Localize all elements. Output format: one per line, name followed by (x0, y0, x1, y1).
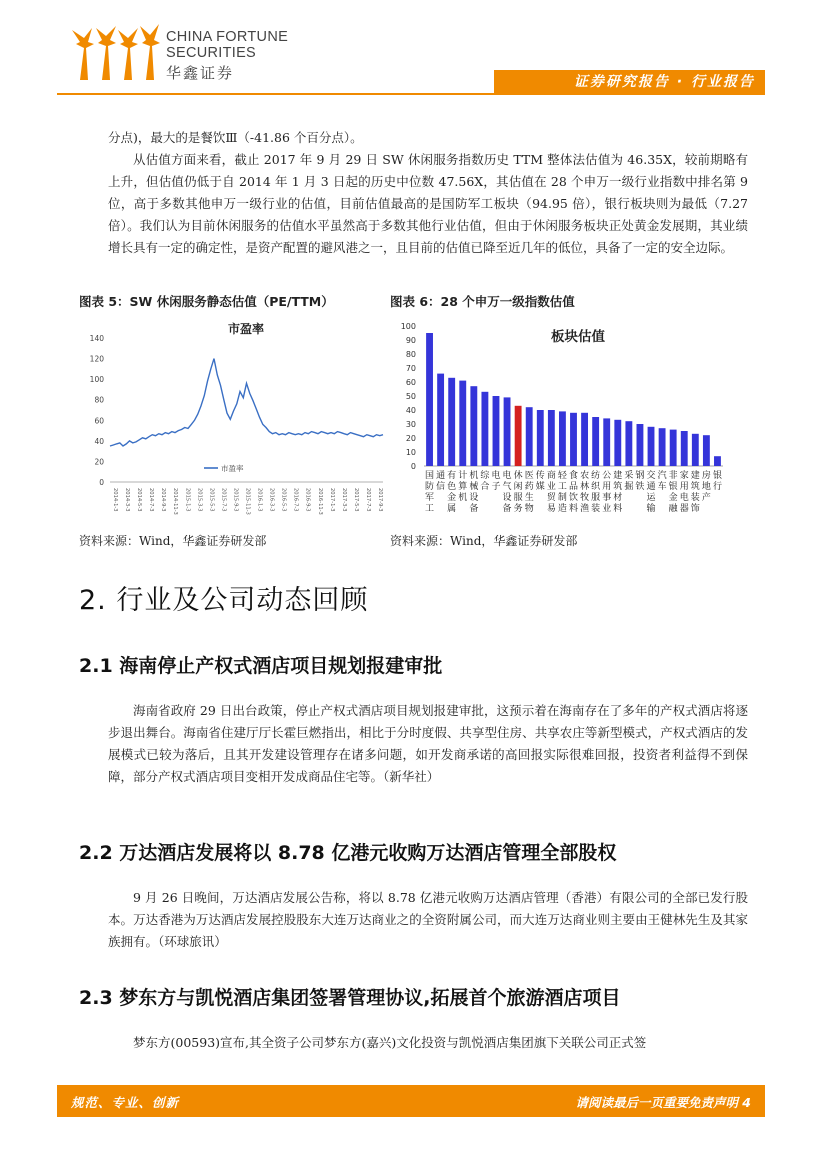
category-label-char: 农 (580, 471, 590, 481)
y-tick-label: 100 (400, 322, 416, 331)
y-tick-label: 90 (405, 336, 416, 345)
category-label-char: 筑 (690, 482, 700, 492)
category-label-char: 械 (469, 482, 479, 492)
category-label-char: 钢 (635, 471, 645, 481)
x-tick-label: 2014-11-3 (172, 488, 179, 515)
brand-name-cn: 华鑫证券 (166, 64, 235, 82)
bar (504, 397, 511, 466)
category-label-char: 药 (524, 482, 534, 492)
x-tick-label: 2016-7-3 (292, 488, 299, 512)
bar (426, 333, 433, 466)
bar (703, 435, 710, 466)
section-2-1-text: 海南省政府 29 日出台政策，停止产权式酒店项目规划报建审批，这预示着在海南存在了多年的产权式酒店将逐步退出舞台。海南省住建厅厅长霍巨燃指出，相比于分时度假、共享型住房、共享农庄等新型模式，产权式酒店的发展模式已较为落后，且其开发建设管理存在诸多问题，如开发商承诺的高回报实际很难回报，投资者利益得不到保障，部分产权式酒店项目变相开发成商品住宅等。（新华社） (108, 703, 748, 784)
section-2-heading: 2. 行业及公司动态回顾 (79, 585, 369, 616)
footer-disclaimer: 请阅读最后一页重要免责声明 4 (575, 1095, 751, 1110)
category-label-char: 料 (613, 504, 623, 514)
category-label-char: 气 (502, 482, 512, 492)
pe-line-chart (78, 316, 388, 526)
category-label-char: 非 (668, 471, 678, 481)
bar (603, 418, 610, 466)
x-tick-label: 2017-1-3 (328, 488, 335, 512)
category-label-char: 纺 (591, 471, 601, 481)
category-label-char: 服 (591, 493, 601, 503)
legend-label: 市盈率 (221, 464, 244, 473)
chart-title: 板块估值 (551, 329, 605, 345)
figure5-source: 资料来源：Wind，华鑫证券研发部 (79, 534, 267, 548)
category-label-char: 装 (591, 504, 601, 514)
category-label-char: 产 (701, 493, 711, 503)
category-label-char: 料 (568, 504, 579, 514)
x-tick-label: 2016-3-3 (268, 488, 275, 512)
category-label-char: 色 (447, 482, 457, 492)
category-label-char: 轻 (557, 471, 567, 481)
bar (659, 428, 666, 466)
x-tick-label: 2015-1-3 (184, 488, 191, 512)
category-label-char: 饮 (568, 493, 579, 503)
paragraph-tail: 分点)，最大的是餐饮Ⅲ（-41.86 个百分点）。 (108, 130, 363, 145)
category-label-char: 电 (679, 493, 689, 503)
category-label-char: 材 (613, 493, 623, 503)
bar (570, 413, 577, 466)
category-label-char: 汽 (657, 471, 667, 481)
bar (637, 424, 644, 466)
bar (537, 410, 544, 466)
section-2-2-body (108, 887, 748, 953)
category-label-char: 织 (591, 482, 601, 492)
y-tick-label: 60 (94, 416, 104, 426)
category-label-char: 输 (646, 504, 656, 514)
bar (515, 406, 522, 466)
category-label-char: 交 (646, 471, 656, 481)
category-label-char: 休 (513, 471, 523, 481)
x-tick-label: 2014-1-3 (112, 488, 118, 512)
footer-bar (57, 1085, 765, 1117)
category-label-char: 商 (546, 471, 556, 481)
y-tick-label: 60 (405, 378, 416, 387)
category-label-char: 合 (480, 482, 490, 492)
category-label-char: 务 (513, 504, 523, 514)
category-label-char: 车 (657, 482, 667, 492)
y-tick-label: 20 (405, 434, 416, 443)
x-tick-label: 2016-1-3 (256, 488, 263, 512)
category-label-char: 综 (480, 471, 490, 481)
category-label-char: 建 (690, 471, 700, 481)
sector-valuation-bar-chart (390, 318, 735, 524)
category-label-char: 算 (458, 482, 468, 492)
bar (437, 374, 444, 466)
y-tick-label: 40 (405, 406, 416, 415)
y-tick-label: 20 (94, 457, 104, 467)
x-tick-label: 2017-3-3 (340, 488, 347, 512)
x-tick-label: 2014-9-3 (160, 488, 167, 512)
bar (692, 434, 699, 466)
category-label-char: 渔 (580, 504, 590, 514)
y-tick-label: 10 (405, 448, 416, 457)
y-tick-label: 120 (89, 354, 104, 364)
header-divider (57, 93, 765, 95)
category-label-char: 计 (458, 471, 468, 481)
chart-title: 市盈率 (227, 322, 265, 336)
x-tick-label: 2015-11-3 (244, 488, 251, 515)
x-tick-label: 2014-3-3 (124, 488, 131, 512)
figure6-source: 资料来源：Wind，华鑫证券研发部 (390, 534, 578, 548)
bar (670, 430, 677, 466)
category-label-char: 业 (546, 482, 556, 492)
category-label-char: 设 (469, 493, 479, 503)
category-label-char: 制 (557, 493, 567, 503)
category-label-char: 装 (690, 493, 700, 503)
category-label-char: 家 (679, 471, 689, 481)
bar (493, 396, 500, 466)
x-tick-label: 2016-5-3 (280, 488, 287, 512)
bar (681, 431, 688, 466)
x-tick-label: 2015-9-3 (232, 488, 239, 512)
category-label-char: 林 (580, 482, 590, 492)
category-label-char: 易 (546, 504, 556, 514)
x-tick-label: 2016-9-3 (304, 488, 311, 512)
section-2-1-heading: 2.1 海南停止产权式酒店项目规划报建审批 (79, 655, 443, 677)
valuation-paragraph: 从估值方面来看，截止 2017 年 9 月 29 日 SW 休闲服务指数历史 TTM 整体法估值为 46.35X，较前期略有上升，但估值仍低于自 2014 年 1 月 3 日起的历史中位数 47.56X，其估值在 28 个申万一级行业指数中排名第 9 位，高于多数其他申万一级行业的估值，目前估值最高的是国防军工板块（94.95 倍），银行板块则为最低（7.27 倍）。我们认为目前休闲服务的估值水平虽然高于多数其他行业估值，但由于休闲服务板块正处黄金发展期，其业绩增长具有一定的确定性，是资产配置的避风港之一，且目前的估值已降至近几年的低位，具备了一定的安全边际。 (108, 152, 748, 255)
category-label-char: 饰 (690, 504, 700, 514)
category-label-char: 机 (469, 471, 479, 481)
category-label-char: 国 (425, 471, 435, 481)
figure5-title: 图表 5：SW 休闲服务静态估值（PE/TTM） (79, 294, 334, 309)
category-label-char: 媒 (535, 482, 545, 492)
category-label-char: 用 (679, 482, 689, 492)
report-type-banner: 证券研究报告 · 行业报告 (494, 70, 765, 94)
y-tick-label: 50 (405, 392, 416, 401)
category-label-char: 通 (436, 471, 446, 481)
category-label-char: 金 (668, 493, 678, 503)
category-label-char: 有 (447, 471, 457, 481)
category-label-char: 工 (425, 504, 435, 514)
bar (548, 410, 555, 466)
category-label-char: 机 (458, 493, 468, 503)
bar (559, 411, 566, 466)
y-tick-label: 0 (99, 478, 104, 487)
category-label-char: 牧 (580, 493, 590, 503)
category-label-char: 子 (491, 482, 501, 492)
category-label-char: 掘 (624, 482, 634, 492)
category-label-char: 地 (701, 482, 711, 492)
category-label-char: 设 (502, 493, 512, 503)
category-label-char: 电 (491, 471, 501, 481)
y-tick-label: 0 (410, 462, 416, 471)
category-label-char: 运 (646, 493, 656, 503)
x-tick-label: 2015-3-3 (196, 488, 203, 512)
category-label-char: 军 (425, 493, 435, 503)
category-label-char: 铁 (635, 482, 645, 492)
bar (459, 381, 466, 466)
bar (448, 378, 455, 466)
category-label-char: 筑 (613, 482, 623, 492)
bar (625, 421, 632, 466)
section-2-3-body (108, 1032, 748, 1054)
category-label-char: 公 (602, 471, 612, 481)
category-label-char: 传 (535, 471, 545, 481)
x-tick-label: 2015-5-3 (208, 488, 215, 512)
y-tick-label: 40 (94, 436, 104, 446)
bar (714, 456, 721, 466)
bar (592, 417, 599, 466)
bar (470, 386, 477, 466)
intro-paragraphs (108, 127, 748, 259)
x-tick-label: 2014-7-3 (148, 488, 155, 512)
category-label-char: 银 (668, 482, 678, 492)
bar (614, 420, 621, 466)
category-label-char: 生 (524, 493, 534, 503)
category-label-char: 银 (712, 471, 722, 481)
figure6-title: 图表 6：28 个申万一级指数估值 (390, 294, 575, 309)
category-label-char: 备 (502, 504, 512, 514)
category-label-char: 用 (602, 482, 612, 492)
category-label-char: 器 (679, 504, 689, 514)
bar (581, 413, 588, 466)
category-label-char: 工 (557, 482, 567, 492)
section-2-2-heading: 2.2 万达酒店发展将以 8.78 亿港元收购万达酒店管理全部股权 (79, 842, 617, 864)
section-2-3-text: 梦东方(00593)宣布,其全资子公司梦东方(嘉兴)文化投资与凯悦酒店集团旗下关联公司正式签 (133, 1035, 647, 1050)
category-label-char: 采 (624, 471, 634, 481)
category-label-char: 服 (513, 493, 523, 503)
category-label-char: 金 (447, 493, 457, 503)
china-fortune-logo-icon (66, 22, 162, 82)
bar (526, 407, 533, 466)
category-label-char: 建 (613, 471, 623, 481)
category-label-char: 通 (646, 482, 656, 492)
y-tick-label: 140 (89, 334, 104, 343)
x-tick-label: 2017-9-3 (377, 488, 383, 512)
footer-slogan: 规范、专业、创新 (71, 1095, 180, 1110)
section-2-3-heading: 2.3 梦东方与凯悦酒店集团签署管理协议,拓展首个旅游酒店项目 (79, 987, 621, 1009)
category-label-char: 医 (524, 471, 534, 481)
y-tick-label: 80 (405, 350, 416, 359)
y-tick-label: 100 (89, 375, 104, 385)
category-label-char: 贸 (546, 493, 556, 503)
x-tick-label: 2015-7-3 (220, 488, 227, 512)
x-tick-label: 2016-11-3 (316, 488, 323, 515)
category-label-char: 物 (524, 504, 534, 514)
section-2-1-body (108, 700, 748, 788)
category-label-char: 业 (602, 504, 612, 514)
category-label-char: 闲 (513, 482, 523, 492)
section-2-2-text: 9 月 26 日晚间，万达酒店发展公告称，将以 8.78 亿港元收购万达酒店管理（香港）有限公司的全部已发行股本。万达香港为万达酒店发展控股股东大连万达商业之的全资附属公司，而大连万达商业则主要由王健林先生及其家族拥有。（环球旅讯） (108, 890, 748, 949)
category-label-char: 备 (469, 504, 479, 514)
x-tick-label: 2017-5-3 (352, 488, 359, 512)
category-label-char: 造 (557, 504, 567, 514)
category-label-char: 食 (568, 471, 579, 481)
category-label-char: 融 (668, 504, 678, 514)
pe-series-line (110, 359, 383, 446)
category-label-char: 信 (436, 482, 446, 492)
category-label-char: 房 (701, 471, 711, 481)
category-label-char: 防 (425, 482, 435, 492)
category-label-char: 电 (502, 471, 512, 481)
x-tick-label: 2017-7-3 (364, 488, 371, 512)
y-tick-label: 80 (94, 395, 104, 405)
category-label-char: 属 (447, 504, 457, 514)
bar (648, 427, 655, 466)
bar (481, 392, 488, 466)
category-label-char: 事 (602, 493, 612, 503)
y-tick-label: 30 (405, 420, 416, 429)
category-label-char: 行 (712, 482, 722, 492)
x-tick-label: 2014-5-3 (136, 488, 143, 512)
category-label-char: 品 (568, 482, 579, 492)
brand-name-en: CHINA FORTUNE SECURITIES (166, 29, 289, 61)
y-tick-label: 70 (405, 364, 416, 373)
